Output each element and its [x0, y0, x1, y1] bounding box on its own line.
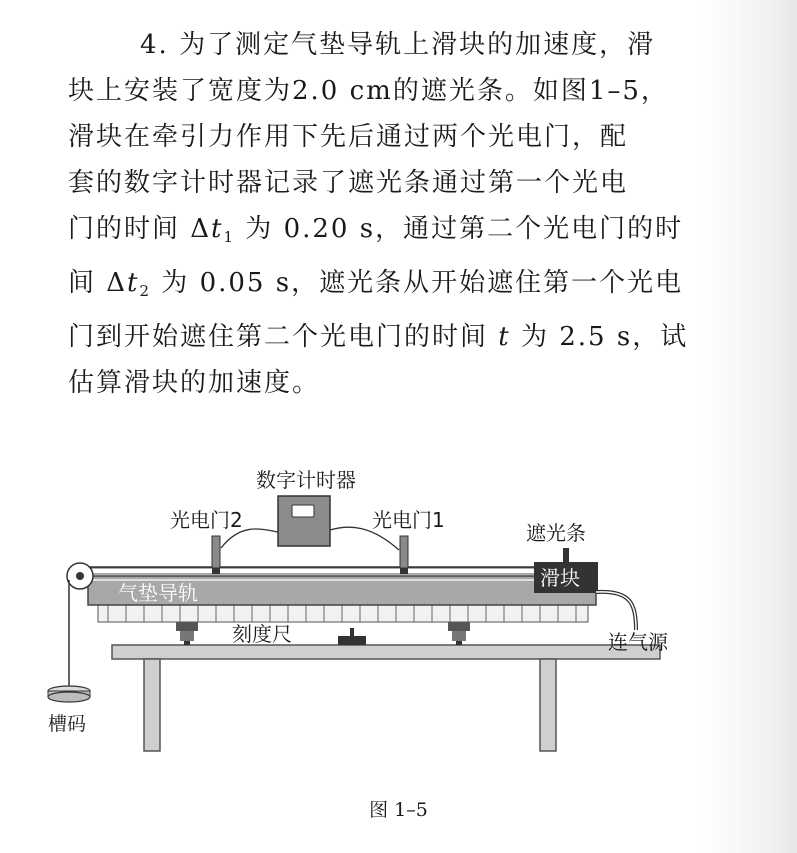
timer-label: 数字计时器: [256, 468, 356, 492]
problem-text: [68, 22, 708, 406]
problem-line-6: 间 $\Delta t_2$ 为 0.05 s，遮光条从开始遮住第一个光电: [68, 268, 684, 300]
var-t2: $t_2$: [127, 268, 152, 300]
var-t1: $t_1$: [211, 214, 236, 246]
pulley: [67, 563, 93, 589]
support-foot-left: [176, 621, 198, 645]
photogate-1: [400, 536, 408, 574]
support-foot-middle: [338, 628, 366, 645]
gate-bar: [88, 568, 558, 574]
table-leg-left: [144, 659, 160, 751]
problem-line-4: 套的数字计时器记录了遮光条通过第一个光电: [68, 168, 629, 198]
track-label: 气垫导轨: [118, 581, 198, 605]
gate1-label: 光电门1: [372, 508, 445, 532]
figure-caption: 图 1–5: [369, 799, 428, 821]
table-top: [112, 645, 660, 659]
problem-line-5: 门的时间 $\Delta t_1$ 为 0.20 s，通过第二个光电门的时: [68, 214, 684, 246]
light-shutter: [563, 548, 569, 563]
problem-line-1: 4. 为了测定气垫导轨上滑块的加速度，滑: [140, 30, 656, 60]
air-hose-inner: [596, 592, 636, 630]
problem-line-3: 滑块在牵引力作用下先后通过两个光电门，配: [68, 122, 629, 152]
air-track-figure: [0, 458, 797, 788]
problem-line-8: 估算滑块的加速度。: [68, 368, 321, 398]
air-source-label: 连气源: [608, 630, 668, 654]
slider-label: 滑块: [540, 566, 580, 590]
weight-label: 槽码: [48, 713, 87, 735]
table-leg-right: [540, 659, 556, 751]
problem-line-7: 门到开始遮住第二个光电门的时间 t 为 2.5 s，试: [68, 322, 689, 352]
hanging-weight: [48, 686, 90, 702]
scale-ruler: [98, 604, 588, 622]
problem-line-2: 块上安装了宽度为2.0 cm的遮光条。如图1–5，: [68, 76, 669, 106]
gate2-label: 光电门2: [170, 508, 243, 532]
air-hose: [596, 592, 636, 630]
problem-number: 4.: [140, 30, 169, 60]
digital-timer: [278, 496, 330, 546]
var-t: t: [498, 322, 511, 352]
ruler-label: 刻度尺: [232, 622, 292, 646]
air-track-diagram: [0, 458, 797, 788]
shutter-label: 遮光条: [526, 521, 586, 545]
photogate-2: [212, 536, 220, 574]
support-foot-right: [448, 621, 470, 645]
